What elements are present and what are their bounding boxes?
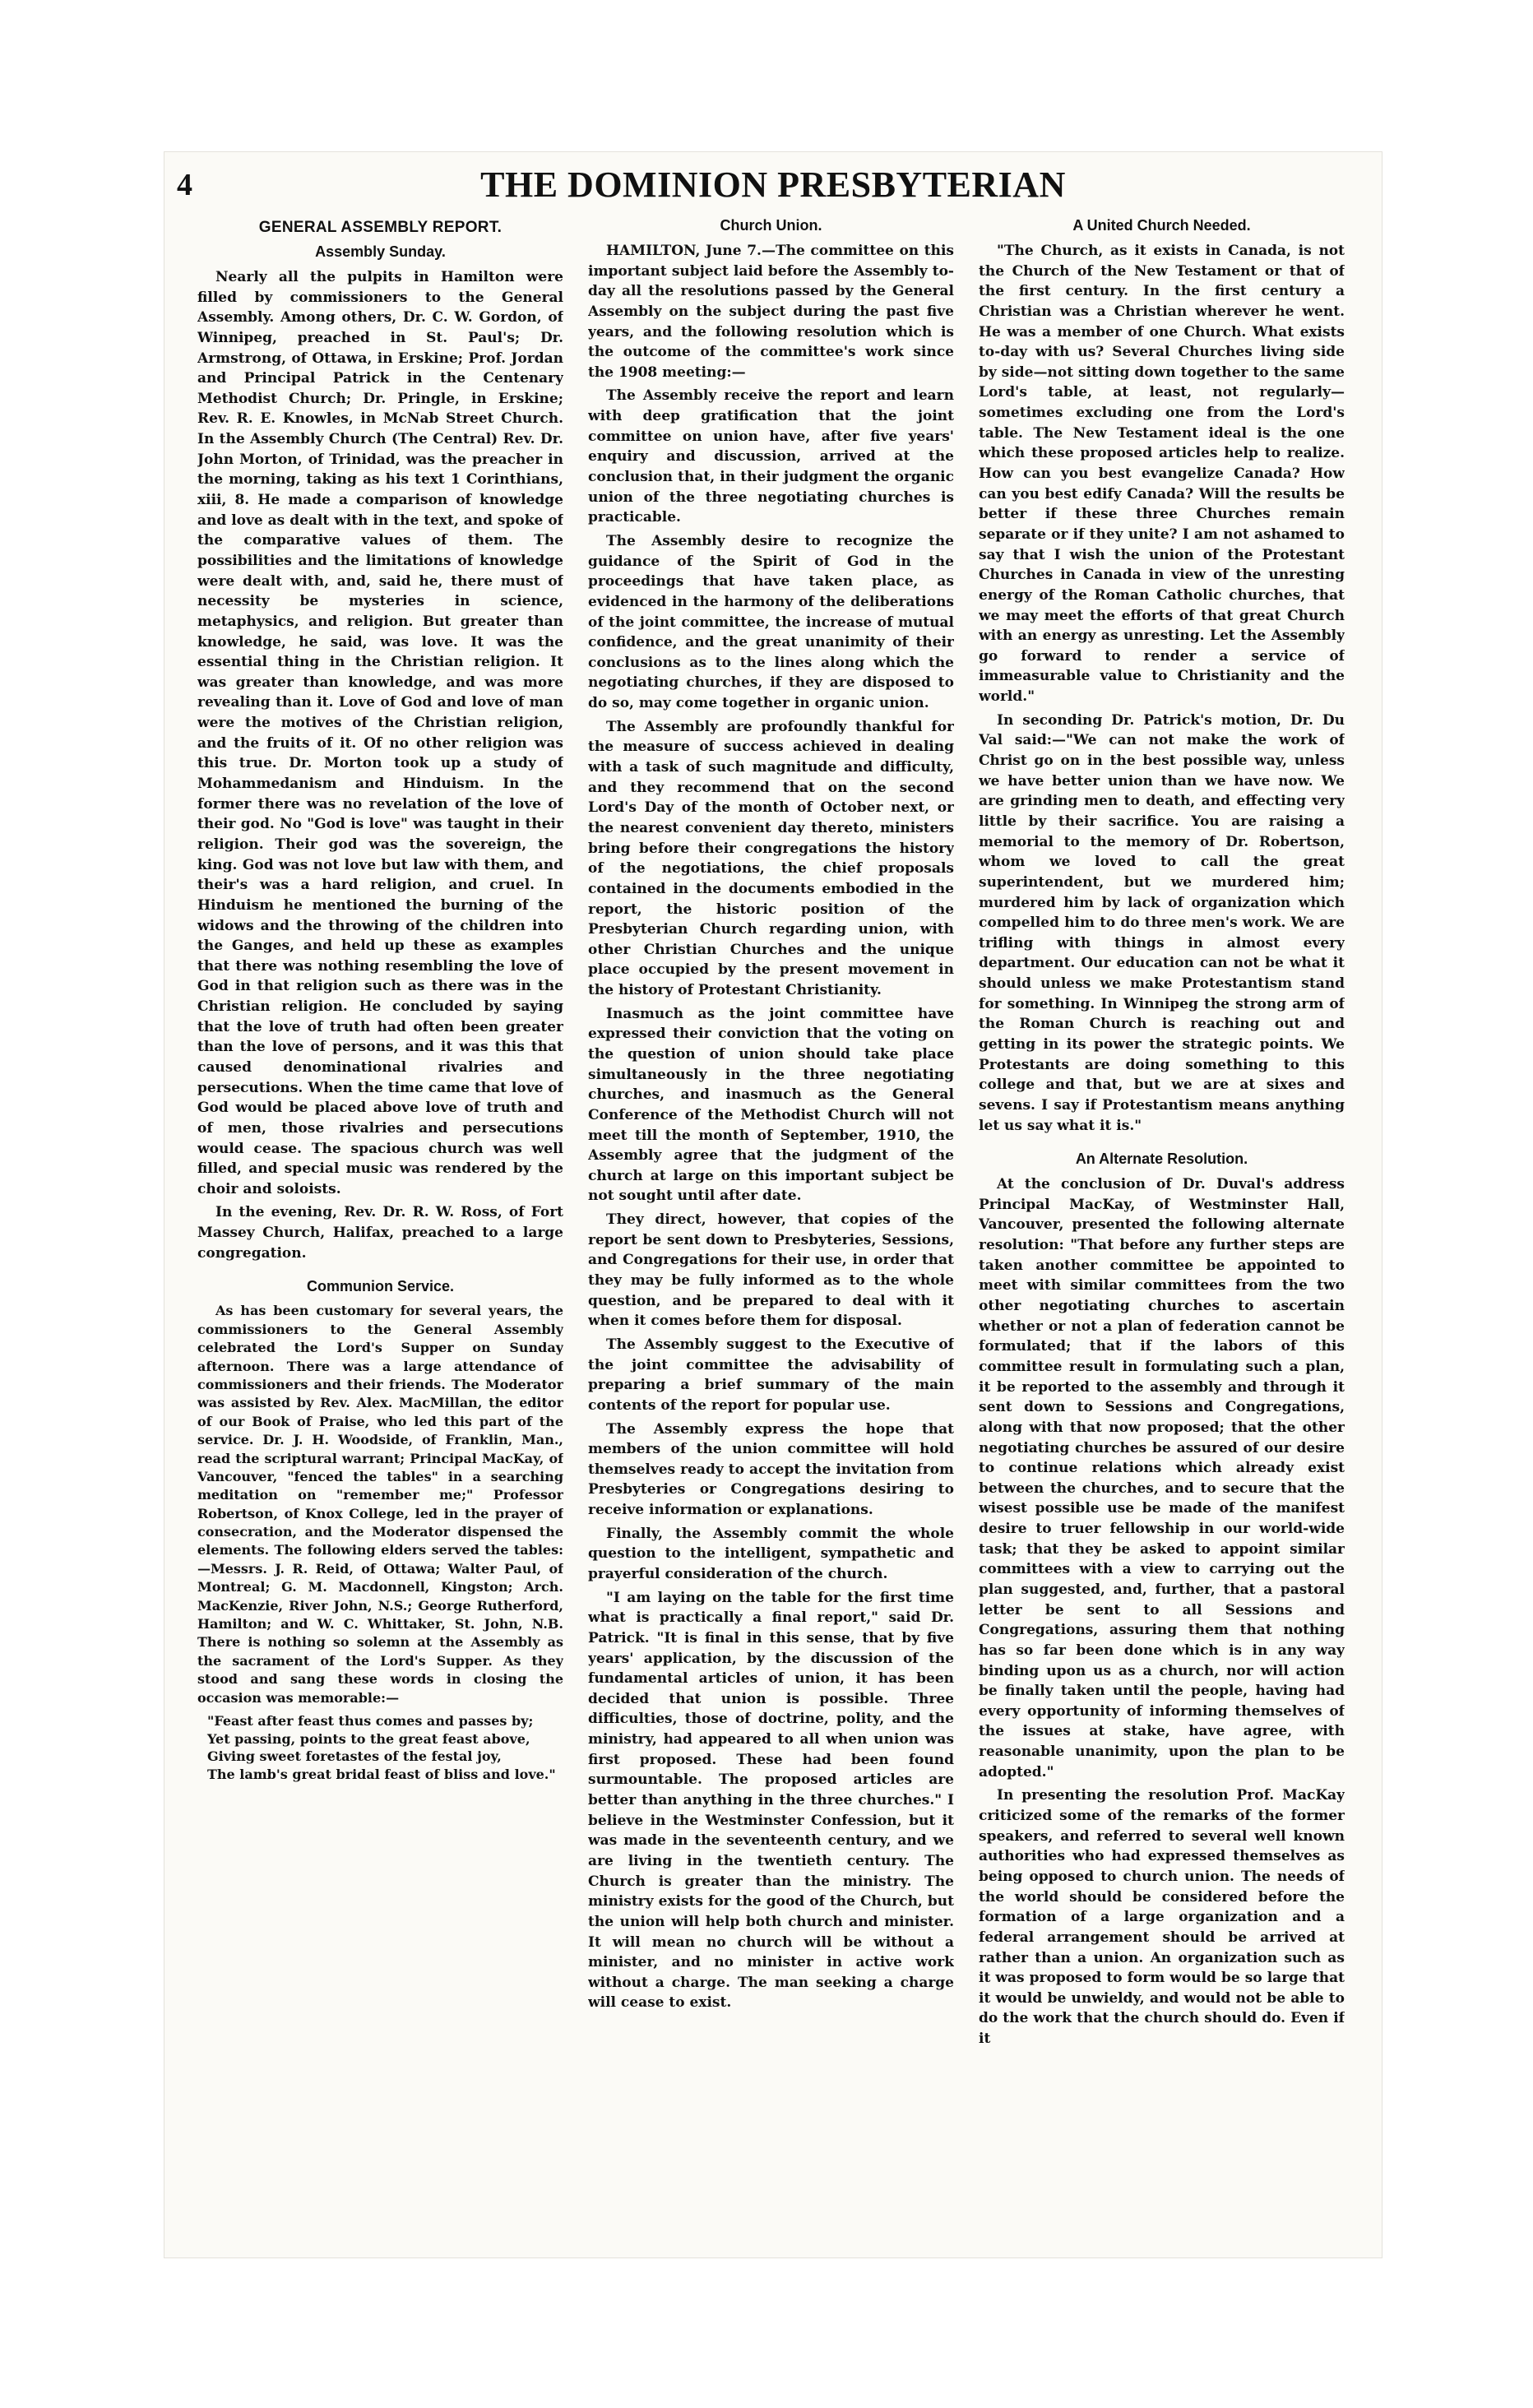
verse-line: Giving sweet foretastes of the festal joy, [207, 1748, 502, 1765]
subheading-church-union: Church Union. [720, 217, 822, 234]
paragraph: In seconding Dr. Patrick's motion, Dr. Du Val said:—"We can not make the work of Christ go on in the best possible way, unless we have better union than we have now. We are grinding men to death, and effecting very little by their sacrifice. You are raising a memorial to the memory of Dr. Robertson, whom we loved to call the great superintendent, but we murdered him; murdered him by lack of organization which compelled him to do three men's work. We are trifling with things in almost every department. Our education can not be what it should unless we make Protestantism stand for something. In Winnipeg the strong arm of the Roman Church is reaching out and getting in its power the strategic points. We Protestants are doing something to this college and that, but we are at sixes and sevens. I say if Protestantism means anything let us say what it is." [979, 711, 1345, 1134]
subheading-united-church-needed: A United Church Needed. [1072, 217, 1251, 234]
newspaper-title: THE DOMINION PRESBYTERIAN [480, 164, 1066, 205]
column-1 [197, 214, 563, 2245]
paragraph: As has been customary for several years, the commissioners to the General Assembly celebrated the Lord's Supper on Sunday afternoon. There was a large attendance of commissioners and their friends. The Moderator was assisted by Rev. Alex. MacMillan, the editor of our Book of Praise, who led this part of the service. Dr. J. H. Woodside, of Franklin, Man., read the scriptural warrant; Principal MacKay, of Vancouver, "fenced the tables" in a searching meditation on "remember me;" Professor Robertson, of Knox College, led in the prayer of consecration, and the Moderator dispensed the elements. The following elders served the tables:—Messrs. J. R. Reid, of Ottawa; Walter Paul, of Montreal; G. M. Macdonnell, Kingston; Arch. MacKenzie, River John, N.S.; George Rutherford, Hamilton; and W. C. Whittaker, St. John, N.B. There is nothing so solemn at the Assembly as the sacrament of the Lord's Supper. As they stood and sang these words in closing the occasion was memorable:— [197, 1303, 563, 1706]
paragraph: In the evening, Rev. Dr. R. W. Ross, of Fort Massey Church, Halifax, preached to a large congregation. [197, 1204, 563, 1262]
paragraph: In presenting the resolution Prof. MacKay criticized some of the remarks of the former speakers, and referred to several well known authorities who had expressed themselves as being opposed to church union. The needs of the world should be considered before the formation of a large organization and a federal arrangement should be arrived at rather than a union. An organization such as it was proposed to form would be so large that it would be unwieldy, and would not be able to do the work that the church should do. Even if it [979, 1787, 1345, 2048]
column-3 [979, 214, 1345, 2245]
masthead [164, 152, 1382, 210]
paragraph: Finally, the Assembly commit the whole question to the intelligent, sympathetic and prayerful consideration of the church. [588, 1525, 954, 1582]
paragraph: They direct, however, that copies of the report be sent down to Presbyteries, Sessions, and Congregations for their use, in order that they may be fully informed as to the whole question, and be prepared to deal with it when it comes before them for disposal. [588, 1211, 954, 1330]
subheading-alternate-resolution: An Alternate Resolution. [1075, 1151, 1248, 1168]
paragraph: HAMILTON, June 7.—The committee on this important subject laid before the Assembly to-day all the resolutions passed by the General Assembly on the subject during the past five years, and the following resolution which is the outcome of the committee's work since the 1908 meeting:— [588, 243, 954, 381]
newspaper-page [164, 152, 1382, 2258]
paragraph: The Assembly suggest to the Executive of the joint committee the advisability of preparing a brief summary of the main contents of the report for popular use. [588, 1336, 954, 1414]
paragraph: At the conclusion of Dr. Duval's address Principal MacKay, of Westminster Hall, Vancouver, presented the following alternate resolution: "That before any further steps are taken another committee be appointed to meet with similar committees from the two other negotiating churches to ascertain whether or not a plan of federation cannot be formulated; that if the labors of this committee result in formulating such a plan, it be reported to the assembly and through it sent down to Sessions and Congregations, along with that now proposed; that the other negotiating churches be assured of our desire to continue relations which already exist between the churches, and to secure that the wisest possible use be made of the manifest desire to truer fellowship in our world-wide task; that they be asked to appoint similar committees with a view to carrying out the plan suggested, and, further, that a pastoral letter be sent to all Sessions and Congregations, assuring them that nothing has so far been done which is in any way binding upon us as a church, nor will action be finally taken until the people, having had every opportunity of informing themselves of the issues at stake, have agree, with reasonable unanimity, upon the plan to be adopted." [979, 1176, 1345, 1781]
article-heading: GENERAL ASSEMBLY REPORT. [258, 219, 503, 236]
paragraph: "The Church, as it exists in Canada, is not the Church of the New Testament or that of the first century. In the first century a Christian was a Christian wherever he went. He was a member of one Church. What exists to-day with us? Several Churches living side by side—not sitting down together to the same Lord's table, at least, not regularly—sometimes excluding one from the Lord's table. The New Testament ideal is the one which these proposed articles help to realize. How can you best evangelize Canada? How can you best edify Canada? Will the results be better if these three Churches remain separate or if they unite? I am not ashamed to say that I wish the union of the Protestant Churches in Canada in view of the unresting energy of the Roman Catholic churches, that we may meet the efforts of that great Church with an energy as unresting. Let the Assembly go forward to render a service of immeasurable value to Christianity and the world." [979, 243, 1345, 706]
verse-line: The lamb's great bridal feast of bliss and love." [207, 1766, 556, 1782]
verse-line: "Feast after feast thus comes and passes by; [207, 1712, 534, 1729]
hymn-verse [197, 1712, 563, 1783]
paragraph: "I am laying on the table for the first time what is practically a final report," said Dr. Patrick. "It is final in this sense, that by five years' application, by the discussion of the fundamental articles of union, it has been decided that union is possible. Three difficulties, those of doctrine, polity, and the ministry, had appeared to all when union was first proposed. These had been found surmountable. The proposed articles are better than anything in the three churches." I believe in the Westminster Confession, but it was made in the seventeenth century, and we are living in the twentieth century. The Church is greater than the ministry. The ministry exists for the good of the Church, but the union will help both church and minister. It will mean no church will be without a minister, and no minister in active work without a charge. The man seeking a charge will cease to exist. [588, 1589, 954, 2012]
paragraph: Inasmuch as the joint committee have expressed their conviction that the voting on the question of union should take place simultaneously in the three negotiating churches, and inasmuch as the General Conference of the Methodist Church will not meet till the month of September, 1910, the Assembly agree that the judgment of the church at large on this important subject be not sought until after date. [588, 1005, 954, 1205]
paragraph: The Assembly desire to recognize the guidance of the Spirit of God in the proceedings that have taken place, as evidenced in the harmony of the deliberations of the joint committee, the increase of mutual confidence, and the great unanimity of their conclusions as to the lines along which the negotiating churches, if they are disposed to do so, may come together in organic union. [588, 532, 954, 712]
paragraph: The Assembly are profoundly thankful for the measure of success achieved in dealing with a task of such magnitude and difficulty, and they recommend that on the second Lord's Day of the month of October next, or the nearest convenient day thereto, ministers bring before their congregations the history of the negotiations, the chief proposals contained in the documents embodied in the report, the historic position of the Presbyterian Church regarding union, with other Christian Churches and the unique place occupied by the present movement in the history of Protestant Christianity. [588, 718, 954, 999]
subheading-assembly-sunday: Assembly Sunday. [315, 243, 446, 260]
column-2 [588, 214, 954, 2245]
paragraph: Nearly all the pulpits in Hamilton were filled by commissioners to the General Assembly. Among others, Dr. C. W. Gordon, of Winnipeg, preached in St. Paul's; Dr. Armstrong, of Ottawa, in Erskine; Prof. Jordan and Principal Patrick in the Centenary Methodist Church; Dr. Pringle, in Erskine; Rev. R. E. Knowles, in McNab Street Church. In the Assembly Church (The Central) Rev. Dr. John Morton, of Trinidad, was the preacher in the morning, taking as his text 1 Corinthians, xiii, 8. He made a comparison of knowledge and love as dealt with in the text, and spoke of the comparative values of them. The possibilities and the limitations of knowledge were dealt with, and, said he, there must of necessity be mysteries in science, metaphysics, and religion. But greater than knowledge, he said, was love. It was the essential thing in the Christian religion. It was greater than knowledge, and was more revealing than it. Love of God and love of man were the motives of the Christian religion, and the fruits of it. Of no other religion was this true. Dr. Morton took up a study of Mohammedanism and Hinduism. In the former there was no revelation of the love of their god. No "God is love" was taught in their religion. Their god was the sovereign, the king. God was not love but law with them, and their's was a hard religion, and cruel. In Hinduism he mentioned the burning of the widows and the throwing of the children into the Ganges, and held up these as examples that there was nothing resembling the love of God in that religion such as there was in the Christian religion. He concluded by saying that the love of truth had often been greater than the love of persons, and it was this that caused denominational rivalries and persecutions. When the time came that love of God would be placed above love of truth and of men, those rivalries and persecutions would cease. The spacious church was well filled, and special music was rendered by the choir and soloists. [197, 269, 563, 1197]
subheading-communion-service: Communion Service. [306, 1278, 455, 1295]
page-number: 4 [177, 168, 192, 202]
paragraph: The Assembly receive the report and learn with deep gratification that the joint committee on union have, after five years' enquiry and discussion, arrived at the conclusion that, in their judgment the organic union of the three negotiating churches is practicable. [588, 387, 954, 526]
paragraph: The Assembly express the hope that members of the union committee will hold themselves ready to accept the invitation from Presbyteries or Congregations desiring to receive information or explanations. [588, 1420, 954, 1519]
verse-line: Yet passing, points to the great feast above, [207, 1730, 530, 1747]
